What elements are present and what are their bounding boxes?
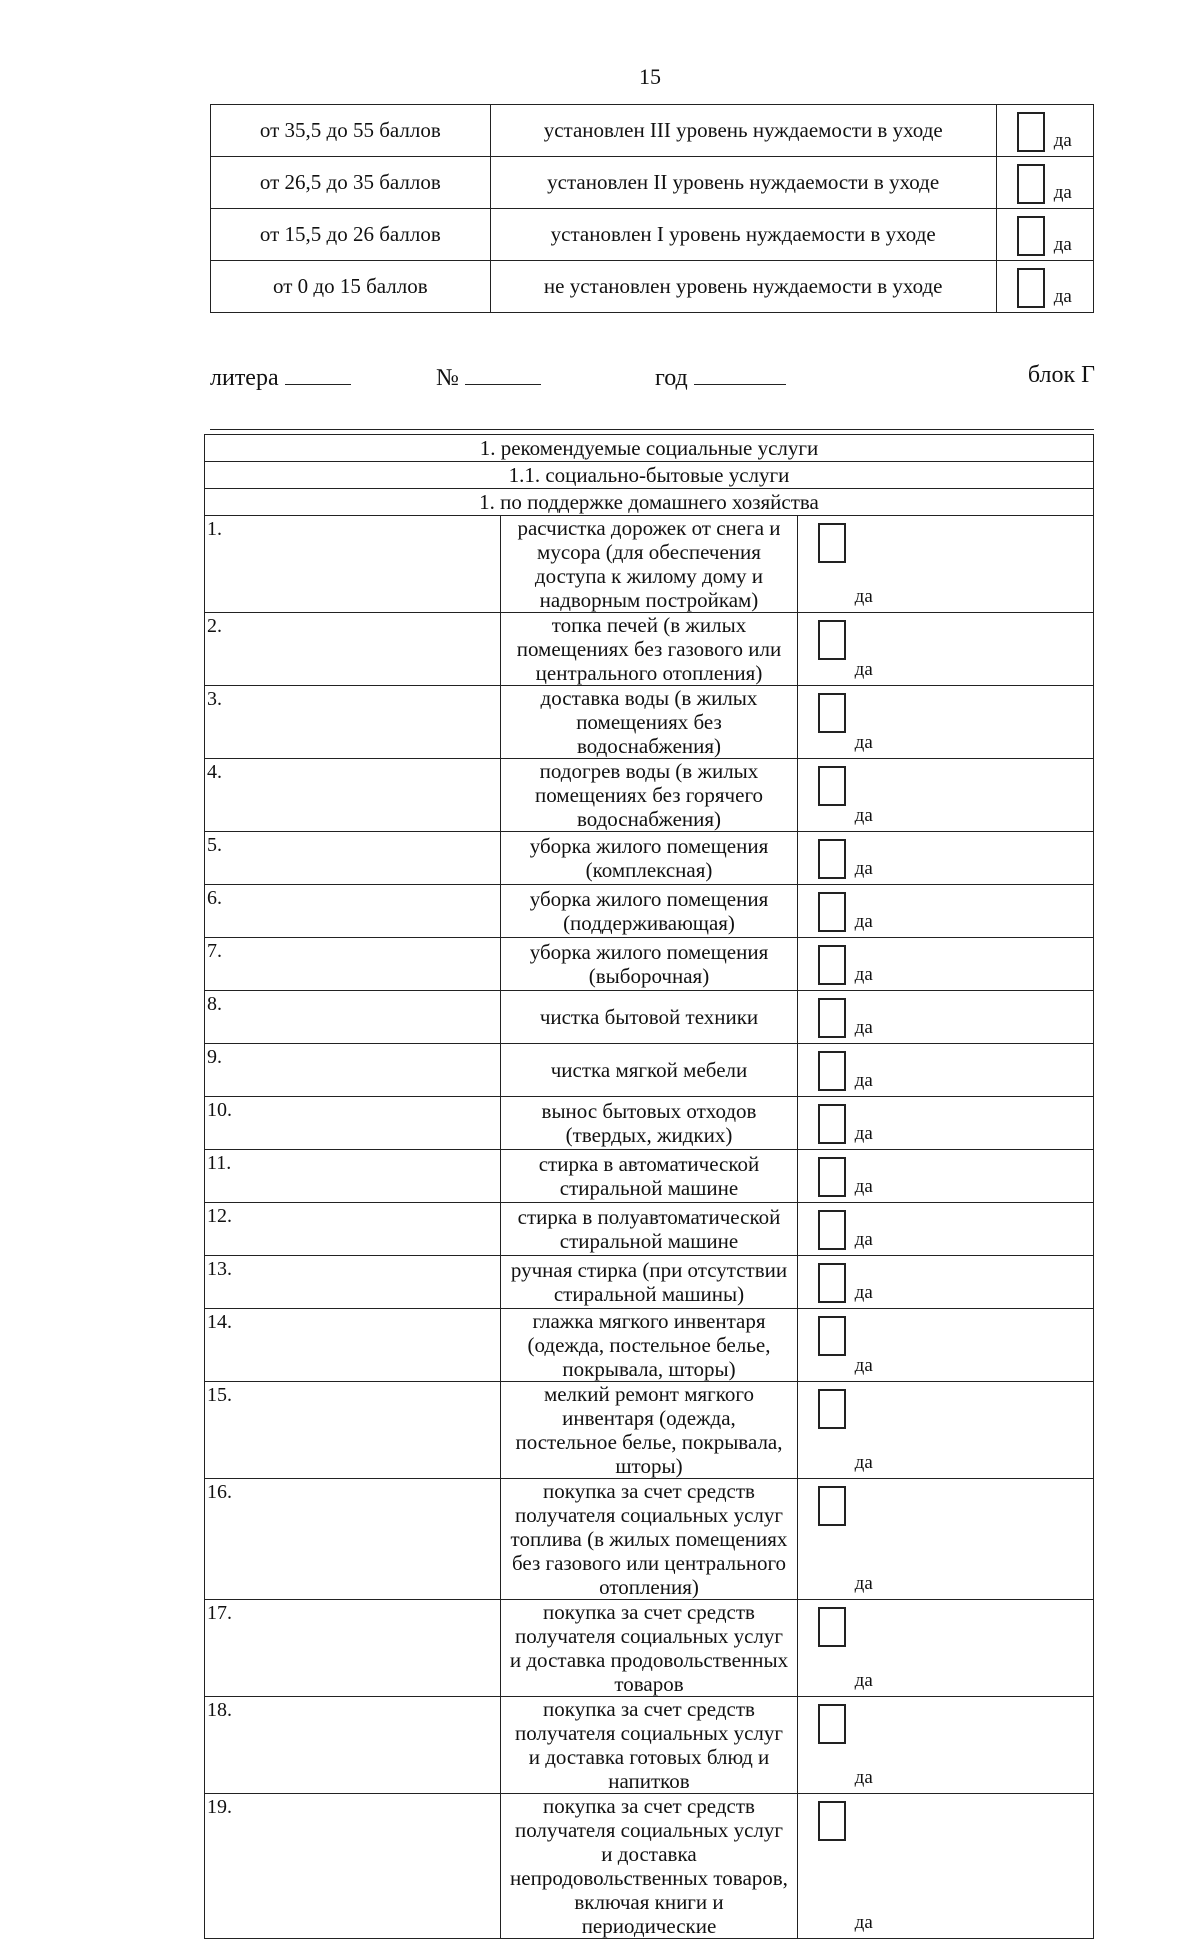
year-field — [655, 362, 786, 392]
section-title-row — [205, 435, 1094, 462]
service-name: уборка жилого помещения (выборочная) — [501, 938, 797, 991]
section-title: 1. рекомендуемые социальные услуги — [205, 435, 1094, 462]
yes-label: да — [854, 1017, 873, 1038]
service-checkbox[interactable] — [818, 1104, 846, 1144]
service-number: 17. — [205, 1600, 501, 1697]
service-name: покупка за счет средств получателя социальных услуг и доставка готовых блюд и напитков — [501, 1697, 797, 1794]
yes-label: да — [854, 1282, 873, 1303]
service-checkbox[interactable] — [818, 1263, 846, 1303]
level-check-cell — [996, 209, 1093, 261]
form-header-line — [210, 362, 1095, 396]
service-check-cell — [797, 991, 1093, 1044]
service-number: 9. — [205, 1044, 501, 1097]
service-row — [205, 759, 1094, 832]
yes-label: да — [854, 805, 873, 826]
page-number: 15 — [639, 64, 661, 89]
service-row — [205, 1479, 1094, 1600]
yes-label: да — [1053, 234, 1072, 255]
services-table — [204, 434, 1094, 1939]
service-number: 19. — [205, 1794, 501, 1939]
year-blank[interactable] — [694, 362, 786, 385]
group-title-row — [205, 489, 1094, 516]
level-description: не установлен уровень нуждаемости в уходе — [490, 261, 996, 313]
service-check-cell — [797, 1097, 1093, 1150]
service-checkbox[interactable] — [818, 1486, 846, 1526]
yes-label: да — [1053, 286, 1072, 307]
service-check-cell — [797, 1044, 1093, 1097]
level-description: установлен II уровень нуждаемости в уходе — [490, 157, 996, 209]
service-checkbox[interactable] — [818, 1316, 846, 1356]
service-name: уборка жилого помещения (поддерживающая) — [501, 885, 797, 938]
score-range: от 15,5 до 26 баллов — [211, 209, 491, 261]
service-row — [205, 1600, 1094, 1697]
service-number: 15. — [205, 1382, 501, 1479]
yes-label: да — [854, 964, 873, 985]
service-number: 12. — [205, 1203, 501, 1256]
yes-label: да — [854, 1123, 873, 1144]
service-row — [205, 686, 1094, 759]
service-checkbox[interactable] — [818, 1607, 846, 1647]
number-field — [436, 362, 541, 392]
yes-label: да — [854, 1355, 873, 1376]
service-name: уборка жилого помещения (комплексная) — [501, 832, 797, 885]
yes-label: да — [854, 1573, 873, 1594]
service-number: 3. — [205, 686, 501, 759]
service-check-cell — [797, 759, 1093, 832]
service-number: 16. — [205, 1479, 501, 1600]
yes-label: да — [854, 1229, 873, 1250]
level-checkbox[interactable] — [1017, 164, 1045, 204]
service-row — [205, 1794, 1094, 1939]
yes-label: да — [854, 1452, 873, 1473]
service-check-cell — [797, 686, 1093, 759]
care-level-row — [211, 105, 1094, 157]
service-number: 8. — [205, 991, 501, 1044]
yes-label: да — [854, 1912, 873, 1933]
service-number: 5. — [205, 832, 501, 885]
service-checkbox[interactable] — [818, 945, 846, 985]
care-level-table — [210, 104, 1094, 313]
service-row — [205, 1150, 1094, 1203]
block-label: блок Г — [1027, 362, 1095, 388]
service-row — [205, 1309, 1094, 1382]
service-checkbox[interactable] — [818, 766, 846, 806]
service-check-cell — [797, 516, 1093, 613]
yes-label: да — [1053, 182, 1072, 203]
score-range: от 0 до 15 баллов — [211, 261, 491, 313]
service-row — [205, 1256, 1094, 1309]
service-name: глажка мягкого инвентаря (одежда, постельное белье, покрывала, шторы) — [501, 1309, 797, 1382]
service-checkbox[interactable] — [818, 892, 846, 932]
level-check-cell — [996, 105, 1093, 157]
service-check-cell — [797, 1150, 1093, 1203]
service-name: покупка за счет средств получателя социальных услуг и доставка непродовольственных товаров, включая книги и периодические — [501, 1794, 797, 1939]
litera-blank[interactable] — [285, 362, 351, 385]
yes-label: да — [854, 911, 873, 932]
service-check-cell — [797, 1256, 1093, 1309]
service-checkbox[interactable] — [818, 998, 846, 1038]
yes-label: да — [854, 732, 873, 753]
care-level-row — [211, 209, 1094, 261]
service-checkbox[interactable] — [818, 1210, 846, 1250]
service-checkbox[interactable] — [818, 1801, 846, 1841]
service-check-cell — [797, 1794, 1093, 1939]
level-checkbox[interactable] — [1017, 216, 1045, 256]
service-name: мелкий ремонт мягкого инвентаря (одежда, постельное белье, покрывала, шторы) — [501, 1382, 797, 1479]
litera-label: литера — [210, 365, 279, 391]
service-name: расчистка дорожек от снега и мусора (для обеспечения доступа к жилому дому и надворным постройкам) — [501, 516, 797, 613]
service-number: 11. — [205, 1150, 501, 1203]
score-range: от 35,5 до 55 баллов — [211, 105, 491, 157]
score-range: от 26,5 до 35 баллов — [211, 157, 491, 209]
service-number: 1. — [205, 516, 501, 613]
service-row — [205, 1697, 1094, 1794]
service-name: подогрев воды (в жилых помещениях без горячего водоснабжения) — [501, 759, 797, 832]
service-number: 10. — [205, 1097, 501, 1150]
number-blank[interactable] — [465, 362, 541, 385]
service-check-cell — [797, 1697, 1093, 1794]
service-number: 4. — [205, 759, 501, 832]
section-subtitle: 1.1. социально-бытовые услуги — [205, 462, 1094, 489]
yes-label: да — [854, 1176, 873, 1197]
level-description: установлен I уровень нуждаемости в уходе — [490, 209, 996, 261]
level-description: установлен III уровень нуждаемости в уходе — [490, 105, 996, 157]
service-checkbox[interactable] — [818, 1389, 846, 1429]
service-row — [205, 1382, 1094, 1479]
yes-label: да — [854, 586, 873, 607]
service-name: чистка бытовой техники — [501, 991, 797, 1044]
service-row — [205, 516, 1094, 613]
service-checkbox[interactable] — [818, 620, 846, 660]
service-name: вынос бытовых отходов (твердых, жидких) — [501, 1097, 797, 1150]
service-row — [205, 1044, 1094, 1097]
service-check-cell — [797, 832, 1093, 885]
yes-label: да — [854, 659, 873, 680]
level-checkbox[interactable] — [1017, 112, 1045, 152]
level-checkbox[interactable] — [1017, 268, 1045, 308]
service-check-cell — [797, 938, 1093, 991]
service-row — [205, 885, 1094, 938]
service-row — [205, 991, 1094, 1044]
service-checkbox[interactable] — [818, 523, 846, 563]
service-checkbox[interactable] — [818, 1704, 846, 1744]
service-name: топка печей (в жилых помещениях без газового или центрального отопления) — [501, 613, 797, 686]
service-check-cell — [797, 1203, 1093, 1256]
service-check-cell — [797, 613, 1093, 686]
service-number: 13. — [205, 1256, 501, 1309]
service-name: доставка воды (в жилых помещениях без водоснабжения) — [501, 686, 797, 759]
service-number: 18. — [205, 1697, 501, 1794]
service-check-cell — [797, 1479, 1093, 1600]
level-check-cell — [996, 157, 1093, 209]
service-row — [205, 1203, 1094, 1256]
service-checkbox[interactable] — [818, 839, 846, 879]
care-level-row — [211, 261, 1094, 313]
yes-label: да — [854, 1070, 873, 1091]
service-name: ручная стирка (при отсутствии стиральной машины) — [501, 1256, 797, 1309]
service-check-cell — [797, 1382, 1093, 1479]
service-row — [205, 1097, 1094, 1150]
service-name: стирка в полуавтоматической стиральной машине — [501, 1203, 797, 1256]
service-row — [205, 832, 1094, 885]
service-name: стирка в автоматической стиральной машине — [501, 1150, 797, 1203]
service-number: 7. — [205, 938, 501, 991]
litera-field — [210, 362, 351, 392]
service-number: 6. — [205, 885, 501, 938]
number-label: № — [436, 365, 459, 391]
service-check-cell — [797, 885, 1093, 938]
service-name: покупка за счет средств получателя социальных услуг и доставка продовольственных товаров — [501, 1600, 797, 1697]
yes-label: да — [854, 1767, 873, 1788]
service-name: чистка мягкой мебели — [501, 1044, 797, 1097]
yes-label: да — [1053, 130, 1072, 151]
service-checkbox[interactable] — [818, 693, 846, 733]
service-check-cell — [797, 1600, 1093, 1697]
section-subtitle-row — [205, 462, 1094, 489]
year-label: год — [655, 365, 688, 391]
service-row — [205, 613, 1094, 686]
group-title: 1. по поддержке домашнего хозяйства — [205, 489, 1094, 516]
care-level-row — [211, 157, 1094, 209]
service-checkbox[interactable] — [818, 1051, 846, 1091]
service-name: покупка за счет средств получателя социальных услуг топлива (в жилых помещениях без газового или центрального отопления) — [501, 1479, 797, 1600]
service-checkbox[interactable] — [818, 1157, 846, 1197]
level-check-cell — [996, 261, 1093, 313]
yes-label: да — [854, 1670, 873, 1691]
service-number: 2. — [205, 613, 501, 686]
divider — [210, 429, 1094, 430]
service-row — [205, 938, 1094, 991]
service-number: 14. — [205, 1309, 501, 1382]
service-check-cell — [797, 1309, 1093, 1382]
yes-label: да — [854, 858, 873, 879]
